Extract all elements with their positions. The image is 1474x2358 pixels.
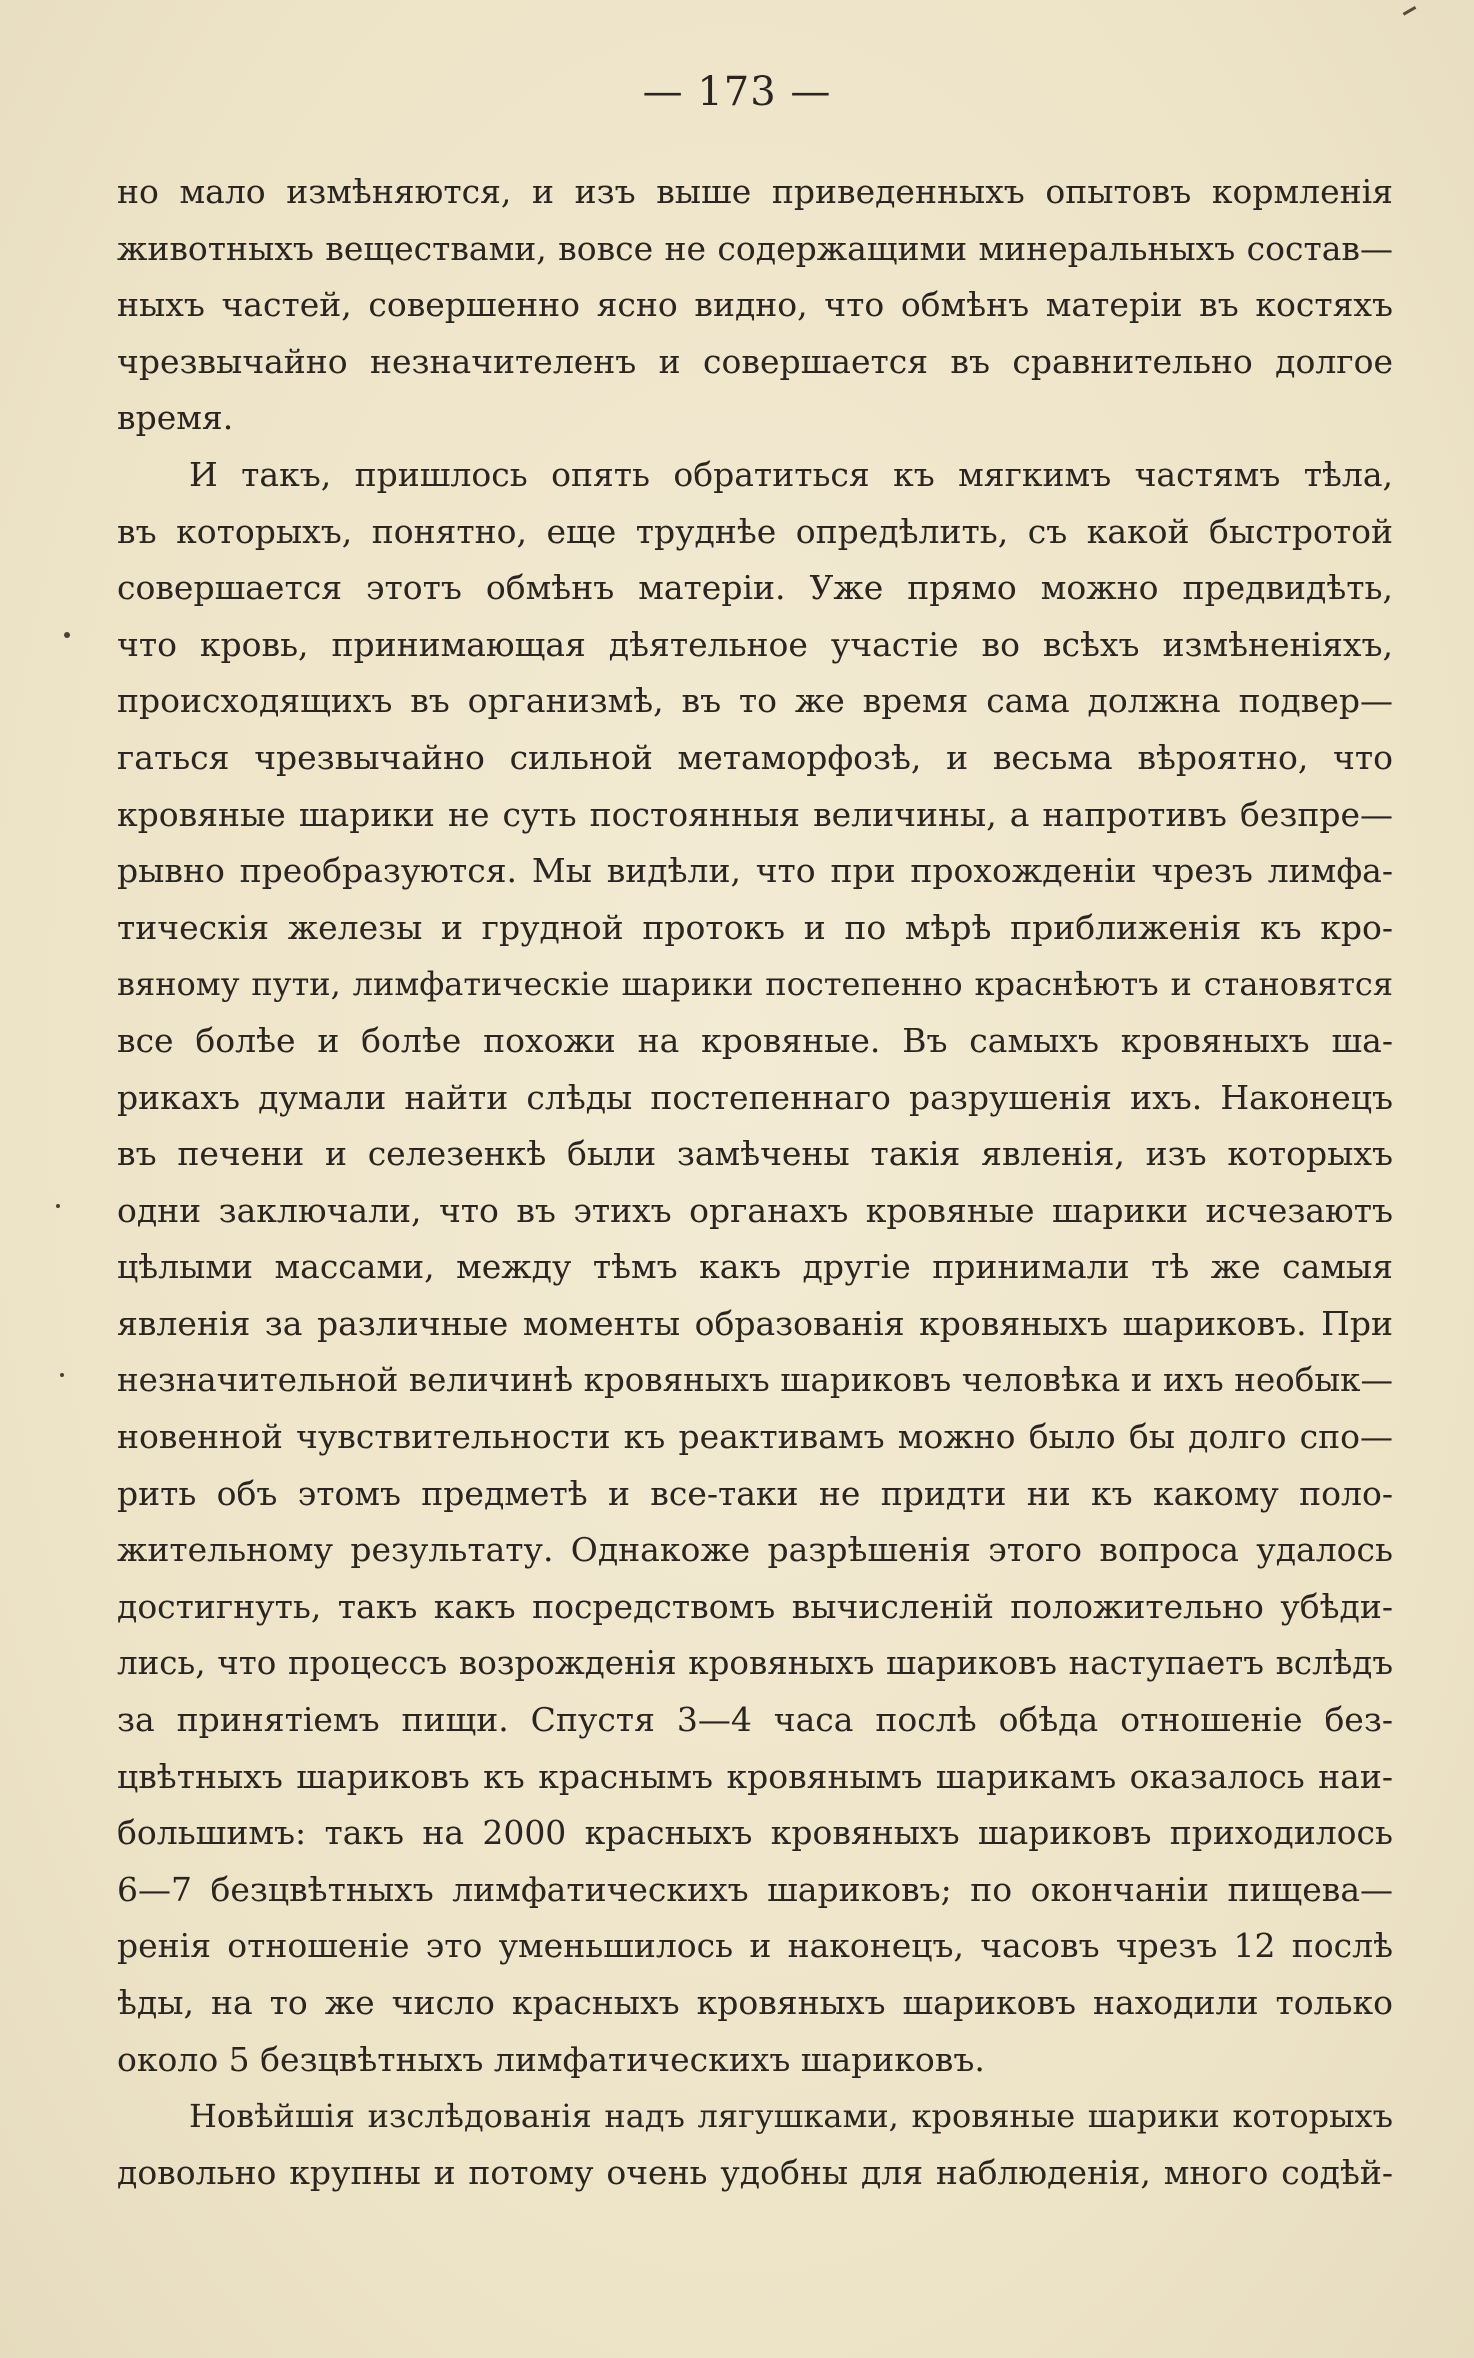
text-line: явленія за различные моменты образованія кровяныхъ шариковъ. При [117, 1303, 1393, 1343]
text-line: незначительной величинѣ кровяныхъ шариковъ человѣка и ихъ необык— [117, 1361, 1393, 1400]
ink-speck [56, 1204, 60, 1208]
text-line: ныхъ частей, совершенно ясно видно, что обмѣнъ матеріи въ костяхъ [117, 285, 1393, 325]
text-line: за принятіемъ пищи. Спустя 3—4 часа послѣ обѣда отношеніе без- [117, 1700, 1393, 1740]
text-line: цѣлыми массами, между тѣмъ какъ другіе принимали тѣ же самыя [117, 1247, 1393, 1287]
text-line: рывно преобразуются. Мы видѣли, что при прохожденіи чрезъ лимфа- [117, 851, 1393, 891]
ink-speck [60, 1373, 64, 1377]
text-line: большимъ: такъ на 2000 красныхъ кровяныхъ шариковъ приходилось [117, 1813, 1393, 1853]
text-line: одни заключали, что въ этихъ органахъ кровяные шарики исчезаютъ [117, 1190, 1393, 1230]
text-line: что кровь, принимающая дѣятельное участіе во всѣхъ измѣненіяхъ, [117, 624, 1393, 664]
text-line: совершается этотъ обмѣнъ матеріи. Уже прямо можно предвидѣть, [117, 568, 1393, 608]
text-line: рикахъ думали найти слѣды постепеннаго разрушенія ихъ. Наконецъ [117, 1077, 1393, 1117]
ink-mark [1398, 0, 1417, 16]
page-number: — 173 — [642, 69, 832, 115]
text-line: лись, что процессъ возрожденія кровяныхъ шариковъ наступаетъ вслѣдъ [117, 1644, 1393, 1683]
text-line: кровяные шарики не суть постоянныя величины, а напротивъ безпре— [117, 794, 1393, 834]
text-line: рить объ этомъ предметѣ и все-таки не придти ни къ какому поло- [117, 1473, 1393, 1513]
text-line: время. [117, 398, 234, 438]
paragraph-first-line: Новѣйшія изслѣдованія надъ лягушками, кровяные шарики которыхъ [189, 2097, 1393, 2136]
text-line: около 5 безцвѣтныхъ лимфатическихъ шариковъ. [117, 2039, 985, 2079]
text-line: довольно крупны и потому очень удобны для наблюденія, много содѣй- [117, 2152, 1393, 2192]
text-line: достигнуть, такъ какъ посредствомъ вычисленій положительно убѣди- [117, 1586, 1393, 1626]
paragraph-first-line: И такъ, пришлось опять обратиться къ мягкимъ частямъ тѣла, [189, 454, 1393, 494]
text-line: вяному пути, лимфатическіе шарики постепенно краснѣютъ и становятся [117, 965, 1393, 1004]
text-line: чрезвычайно незначителенъ и совершается въ сравнительно долгое [117, 341, 1393, 381]
text-line: гаться чрезвычайно сильной метаморфозѣ, и весьма вѣроятно, что [117, 737, 1393, 777]
text-line: въ печени и селезенкѣ были замѣчены такія явленія, изъ которыхъ [117, 1134, 1393, 1174]
text-line: цвѣтныхъ шариковъ къ краснымъ кровянымъ шарикамъ оказалось наи- [117, 1756, 1393, 1796]
text-line: но мало измѣняются, и изъ выше приведенныхъ опытовъ кормленія [117, 172, 1393, 211]
text-line: тическія железы и грудной протокъ и по мѣрѣ приближенія къ кро- [117, 907, 1393, 947]
text-line: ренія отношеніе это уменьшилось и наконецъ, часовъ чрезъ 12 послѣ [117, 1926, 1393, 1966]
text-line: происходящихъ въ организмѣ, въ то же время сама должна подвер— [117, 681, 1393, 721]
text-line: ѣды, на то же число красныхъ кровяныхъ шариковъ находили только [117, 1983, 1393, 2022]
text-line: жительному результату. Однакоже разрѣшенія этого вопроса удалось [117, 1530, 1393, 1570]
ink-speck [64, 632, 70, 638]
text-line: въ которыхъ, понятно, еще труднѣе опредѣлить, съ какой быстротой [117, 511, 1393, 551]
body-text [117, 164, 1393, 2201]
text-line: животныхъ веществами, вовсе не содержащими минеральныхъ состав— [117, 228, 1393, 268]
text-line: 6—7 безцвѣтныхъ лимфатическихъ шариковъ; по окончаніи пищева— [117, 1869, 1393, 1909]
text-line: новенной чувствительности къ реактивамъ можно было бы долго спо— [117, 1417, 1393, 1457]
text-line: все болѣе и болѣе похожи на кровяные. Въ самыхъ кровяныхъ ша- [117, 1020, 1393, 1060]
